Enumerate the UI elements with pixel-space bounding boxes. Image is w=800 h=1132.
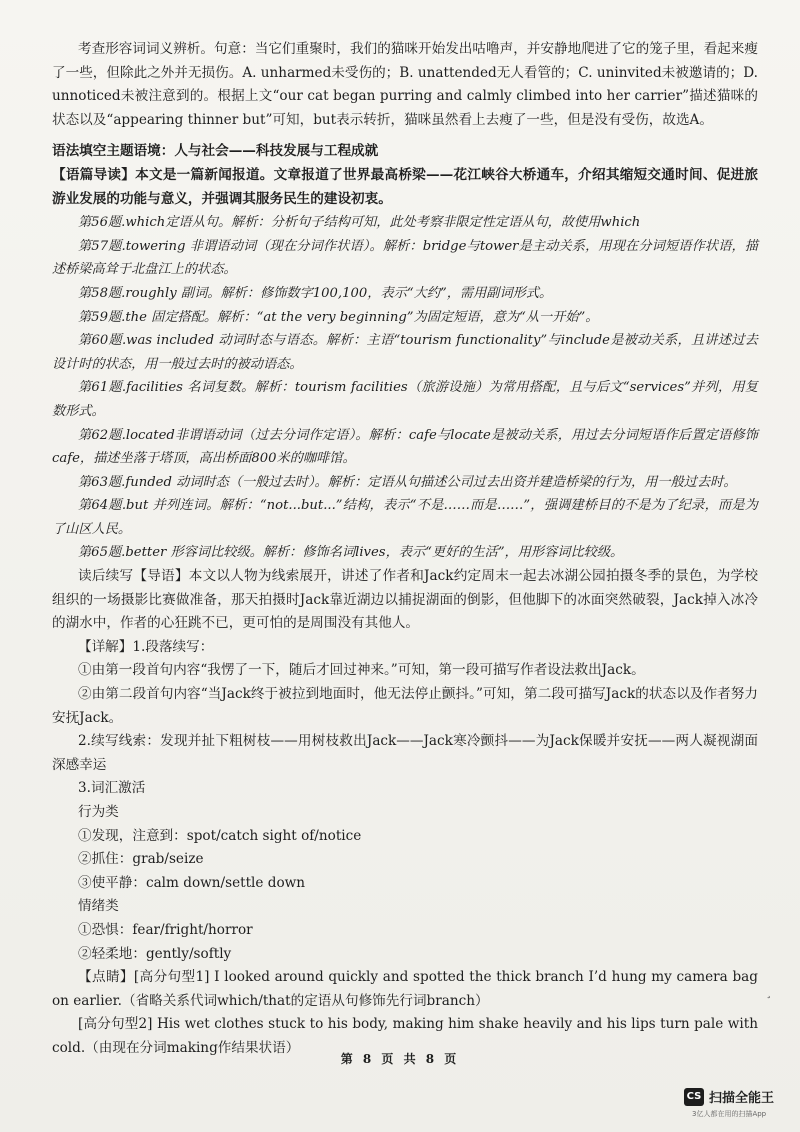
question-65-note: 第65题.better 形容词比较级。解析：修饰名词lives，表示“更好的生活”，用形容词比较级。 <box>78 545 624 561</box>
question-58-note: 第58题.roughly 副词。解析：修饰数字100,100，表示“大约”，需用副词形式。 <box>78 285 553 301</box>
vocab-item: ①恐惧：fear/fright/horror <box>78 921 253 938</box>
answer-explanation-paragraph: 考查形容词词义辨析。句意：当它们重聚时，我们的猫咪开始发出咕噜声，并安静地爬进了它的笼子里，看起来瘦了一些，但除此之外并无损伤。A. unharmed未受伤的；B. unattended无人看管的；C. uninvited未被邀请的；D. unnoticed未被注意到的。根据上文“our cat began purring and calmly climbed into her carrier”描述猫咪的状态以及“appearing thinner but”可知，but表示转折，猫咪虽然看上去瘦了一些，但是没有受伤，故选A。 <box>52 41 758 128</box>
passage-guide: 【语篇导读】本文是一篇新闻报道。文章报道了世界最高桥梁——花江峡谷大桥通车，介绍其缩短交通时间、促进旅游业发展的功能与意义，并强调其服务民生的建设初衷。 <box>52 166 758 207</box>
question-56-note: 第56题.which定语从句。解析：分析句子结构可知，此处考察非限定性定语从句，故使用which <box>78 215 641 231</box>
question-57-note: 第57题.towering 非谓语动词（现在分词作状语）。解析：bridge与tower是主动关系，用现在分词短语作状语，描述桥梁高耸于北盘江上的状态。 <box>52 238 758 278</box>
key-sentence-2: [高分句型2] His wet clothes stuck to his body, making him shake heavily and his lips turn pale with cold.（由现在分词making作结果状语） <box>52 1016 758 1056</box>
section-heading: 语法填空主题语境：人与社会——科技发展与工程成就 <box>52 143 379 160</box>
writing-clues: 2.续写线索：发现并扯下粗树枝——用树枝救出Jack——Jack寒冷颤抖——为Jack保暖并安抚——两人凝视湖面深感幸运 <box>52 733 758 773</box>
pen-mark: ¸ <box>766 986 772 999</box>
page-number: 第 8 页 共 8 页 <box>340 1052 460 1066</box>
question-60-note: 第60题.was included 动词时态与语态。解析：主语“tourism functionality”与include是被动关系，且讲述过去设计时的状态，用一般过去时的被动语态。 <box>52 333 758 372</box>
paragraph-two-hint: ②由第二段首句内容“当Jack终于被拉到地面时，他无法停止颤抖。”可知，第二段可描写Jack的状态以及作者努力安抚Jack。 <box>52 686 758 726</box>
detail-heading: 【详解】1.段落续写： <box>78 638 214 655</box>
vocab-item: ①发现，注意到：spot/catch sight of/notice <box>78 827 362 844</box>
scanner-watermark <box>684 1086 794 1126</box>
paragraph-one-hint: ①由第一段首句内容“我愣了一下，随后才回过神来。”可知，第一段可描写作者设法救出Jack。 <box>78 662 645 679</box>
document-body <box>52 38 758 1061</box>
vocab-category-actions: 行为类 <box>78 804 119 820</box>
vocab-item: ②抓住：grab/seize <box>78 851 204 868</box>
question-64-note: 第64题.but 并列连词。解析：“not...but...”结构，表示“不是……而是……”，强调建桥目的不是为了纪录，而是为了山区人民。 <box>52 498 758 537</box>
vocab-item: ②轻柔地：gently/softly <box>78 945 232 962</box>
question-62-note: 第62题.located非谓语动词（过去分词作定语）。解析：cafe与locate是被动关系，用过去分词短语作后置定语修饰cafe，描述坐落于塔顶，高出桥面800米的咖啡馆。 <box>52 427 758 467</box>
vocab-item: ③使平静：calm down/settle down <box>78 874 306 891</box>
question-63-note: 第63题.funded 动词时态（一般过去时）。解析：定语从句描述公司过去出资并建造桥梁的行为，用一般过去时。 <box>78 474 737 490</box>
scanner-app-name: 扫描全能王 <box>709 1091 775 1106</box>
vocabulary-heading: 3.词汇激活 <box>78 780 146 797</box>
question-61-note: 第61题.facilities 名词复数。解析：tourism facilities（旅游设施）为常用搭配，且与后文“services”并列，用复数形式。 <box>52 380 758 419</box>
vocab-category-emotions: 情绪类 <box>78 898 119 915</box>
scanner-app-icon: CS <box>684 1088 704 1106</box>
scanner-app-tagline: 3亿人都在用的扫描App <box>692 1110 767 1118</box>
key-sentence-1: 【点睛】[高分句型1] I looked around quickly and spotted the thick branch I’d hung my camera bag on earlier.（省略关系代词which/that的定语从句修饰先行词branch） <box>52 969 758 1009</box>
question-59-note: 第59题.the 固定搭配。解析：“at the very beginning”为固定短语，意为“从一开始”。 <box>78 309 599 325</box>
continuation-writing-intro: 读后续写【导语】本文以人物为线索展开，讲述了作者和Jack约定周末一起去冰湖公园拍摄冬季的景色，为学校组织的一场摄影比赛做准备，那天拍摄时Jack靠近湖边以捕捉湖面的倒影，但他脚下的冰面突然破裂，Jack掉入冰冷的湖水中，作者的心狂跳不已，更可怕的是周围没有其他人。 <box>52 568 758 632</box>
